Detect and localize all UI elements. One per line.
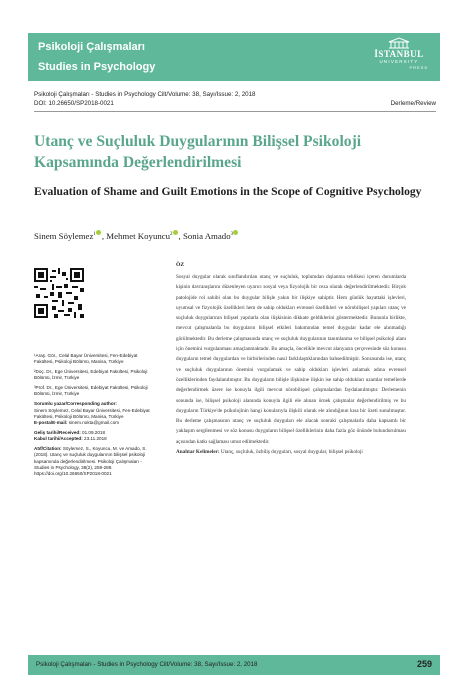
author-affiliation-number: 1 [93,232,96,237]
title-turkish: Utanç ve Suçluluk Duygularının Bilişsel Psikoloji Kapsamında Değerlendirilmesi [34,133,362,171]
logo-press: PRESS [409,65,428,70]
author-name: Mehmet Koyuncu [106,230,171,241]
footer-journal-line: Psikoloji Çalışmaları - Studies in Psychology Cilt/Volume: 38, Sayı/Issue: 2, 2018 [36,661,258,668]
author-affiliation-number: 3 [230,232,234,237]
corresponding-text: Sinem Söylemez, Celal Bayar Üniversitesi, Fen-Edebiyat Fakültesi, Psikoloji Bölümü, Manisa, Türkiye [34,407,150,419]
citation-text: Söylemez, S., Koyuncu, M. ve Amado, S. (2018). Utanç ve suçluluk duygularının bilişsel psikoloji kapsamında değerlendirilmesi. Psikoloji Çalışmaları - Studies in Psychology, 38(2), 259-288. https://doi.org/10.26650/SP2018-0021 [34,446,147,477]
banner-title-tr: Psikoloji Çalışmaları [38,41,145,53]
author-affiliation-number: 2 [170,232,173,237]
keywords [176,447,406,457]
banner-title-en: Studies in Psychology [38,61,156,73]
article-dates [34,430,152,443]
doi[interactable]: DOI: 10.26650/SP2018-0021 [34,100,114,107]
header-divider [34,111,436,112]
email-label: E-posta/E-mail: [34,420,68,426]
keywords-text: Utanç, suçluluk, özbiliş duyguları, sosyal duygular, bilişsel psikoloji [220,449,363,456]
accepted-date: 23.11.2018 [84,436,107,442]
page-number: 259 [416,659,432,669]
keywords-label: Anahtar Kelimeler: [176,449,220,456]
citation [34,446,152,477]
qr-code-icon[interactable] [34,268,84,318]
author-name: Sinem Söylemez [34,230,94,241]
received-label: Geliş tarihi/Received: [34,429,81,435]
istanbul-university-press-logo [366,37,432,77]
author-name: Sonia Amado [182,230,231,241]
accepted-label: Kabul tarihi/Accepted: [34,436,83,442]
logo-name: İSTANBUL [374,49,424,59]
journal-citation-line: Psikoloji Çalışmaları - Studies in Psychology Cilt/Volume: 38, Sayı/Issue: 2, 2018 [34,91,256,98]
citation-label: Atıf/Citation: [34,446,62,452]
article-meta [34,90,436,107]
journal-banner [28,33,440,81]
abstract-section [176,262,406,457]
corresponding-author [34,401,152,426]
email-link[interactable]: sinem.nokta@gmail.com [68,420,120,426]
article-type: Derleme/Review [390,100,436,107]
orcid-icon[interactable] [230,230,238,237]
university-emblem-icon [388,37,410,49]
abstract-text: Sosyal duygular olarak sınıflandırılan utanç ve suçluluk, toplumdan dışlanma tehlikesi içeren durumlarda kişinin davranışlarını düzenleyen uyarıcı sosyal veya fizyolojik bir ceza olarak değerlendirilmektedir. Birçok patolojide rol sahibi olan bu duygular bilişle yakın bir ilişkiye sahiptir. Hem günlük hayattaki işlevleri, uyumsal ve fizyolojik özellikleri hem de sahip oldukları evrensel özellikleri ve nörobilişsel yapıları utanç ve suçluluk duygularının bilişsel yapılarla olan ilişkisinin dikkate geldiklerini göstermektedir. Bununla birlikte, mevcut çalışmalarda bu duyguların bilişsel etkileri bakımından temel duygular kadar ele alınmadığı görülmektedir. Bu derleme çalışmasında utanç ve suçluluk duygularının tanımlanma ve bilişsel psikoloji alanı için önemini vurgulanması amaçlanmaktadır. Bu amaçla, öncelikle mevcut alanyazın çerçevesinde söz konusu duyguların temel duygulardan ve birbirlerinden nasıl farklılaştıklarından bahsedilmiştir. Sonrasında ise, utanç ve suçluluk duygularının önemini vurgulamak ve sahip oldukları işlevleri anlamak adına evrensel özelliklerinden faydalanılmıştır. Bu duyguların bilişle ilişkisine ilişkin ise sahip oldukları uzamlar temellerde değerlendirmek üzere ise konuyla ilgili mevcut nörobilişsel çalışmalardan faydalanılmıştır. Derlemenin sonunda ise, bilişsel psikoloji alanında konuyla ilgili ele alınan örnek çalışmalar değerlendirilmiş ve bu duyguların Türkiye'de psikolojinin hangi konularıyla ilişkili olarak ele alındığının kısa bir özeti sunulmuştur. Bu derleme çalışmasının utanç ve suçluluk duyguları ele alacak sonraki çalışmalarla daha kapsamlı bir yaklaşım sergilenmesi ve söz konusu duyguların bilişsel özelliklerinin daha fazla göz önünde bulundurulması açısından katkı sağlaması umut edilmektedir. [176,274,406,445]
title-english: Evaluation of Shame and Guilt Emotions in the Scope of Cognitive Psychology [34,185,422,198]
orcid-icon[interactable] [96,230,101,235]
author-notes-column [34,353,152,481]
logo-sub: UNIVERSITY [379,59,419,64]
affiliation: ¹Araş. Gör., Celal Bayar Üniversitesi, Fen-Edebiyat Fakültesi, Psikoloji Bölümü, Manisa, Türkiye [34,353,138,365]
affiliation: ³Prof. Dr., Ege Üniversitesi, Edebiyat Fakültesi, Psikoloji Bölümü, İzmir, Türkiye [34,385,148,397]
page-footer [28,655,440,675]
author-list: Sinem Söylemez$^1$ , Mehmet Koyuncu$^2$ , Sonia Amado$^3$ [34,230,239,241]
corresponding-label: Sorumlu yazar/Corresponding author: [34,401,117,407]
received-date: 01.09.2018 [82,429,106,435]
affiliation: ²Doç. Dr., Ege Üniversitesi, Edebiyat Fakültesi, Psikoloji Bölümü, İzmir, Türkiye [34,369,148,381]
orcid-icon[interactable] [173,230,178,235]
abstract-heading: ÖZ [176,262,185,268]
